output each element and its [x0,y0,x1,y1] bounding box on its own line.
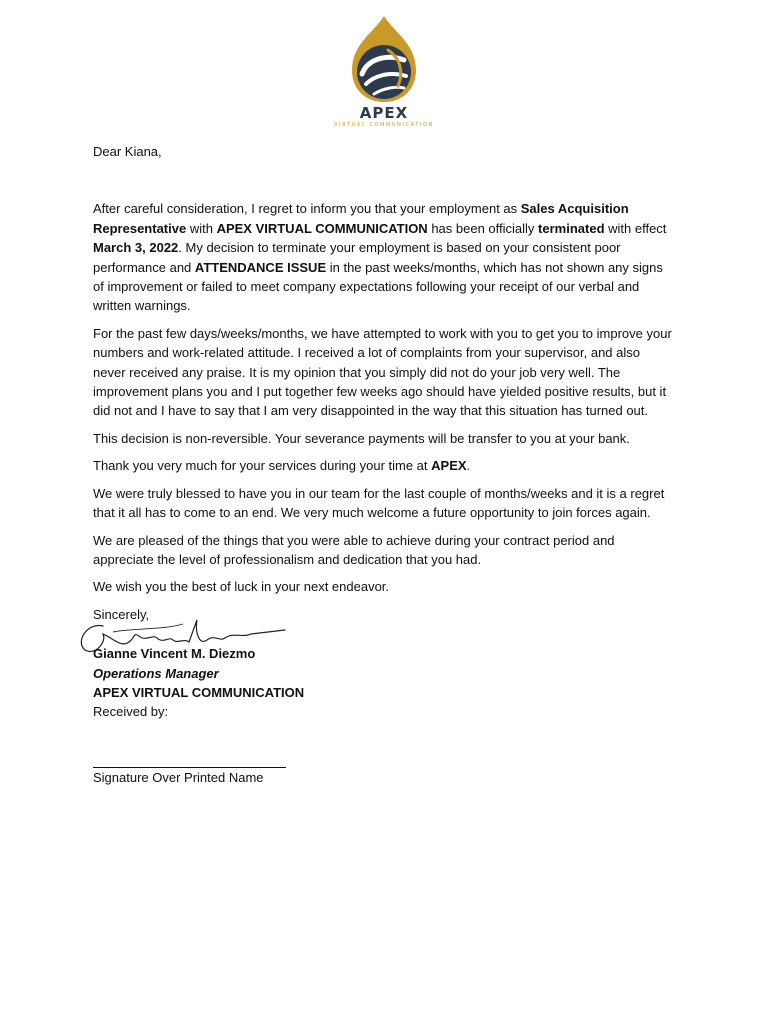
paragraph-severance: This decision is non-reversible. Your severance payments will be transfer to you at your bank. [93,430,630,446]
text-span: . [466,458,471,474]
apex-logo-icon [344,14,424,106]
paragraph-performance: For the past few days/weeks/months, we have attempted to work with you to get you to improve your numbers and work-related attitude. I received a lot of complaints from your supervisor, and also never received any praise. It is my opinion that you simply did not do your job very well. The improvement plans you and I put together few weeks ago should have yielded positive results, but it did not and I have to say that I am very disappointed in the way that this situation has turned out. [93,325,672,419]
text-span: . My decision to terminate your employment is based on your consistent poor performance and [93,240,621,275]
logo-tagline: VIRTUAL COMMUNICATION [334,122,434,128]
received-by-label: Received by: [93,704,169,720]
letter-body [93,142,673,795]
paragraph-best-wishes: We wish you the best of luck in your next endeavor. [93,579,390,595]
termination-word: terminated [538,220,605,236]
company-logo [310,14,458,138]
effective-date: March 3, 2022 [93,240,179,256]
reason-text: ATTENDANCE ISSUE [194,259,327,275]
salutation: Dear Kiana, [93,144,162,159]
text-span: Thank you very much for your services during your time at [93,458,432,474]
signature-line [93,730,286,768]
text-span: in the past weeks/months, which has not shown any signs of improvement or failed to meet company expectations following your receipt of our verbal and written warnings. [93,259,663,314]
paragraph-thanks [93,456,673,475]
text-span: After careful consideration, I regret to inform you that your employment as [93,201,521,217]
paragraph-blessed: We were truly blessed to have you in our team for the last couple of months/weeks and it is a regret that it all has to come to an end. We very much welcome a future opportunity to join forces again. [93,485,665,521]
handwritten-signature-icon [73,612,293,662]
company-short-name: APEX [431,458,467,474]
text-span: has been officially [427,220,539,236]
logo-wordmark: APEX [359,104,409,122]
signer-company: APEX VIRTUAL COMMUNICATION [93,684,305,700]
signer-title: Operations Manager [93,665,219,681]
signer-name: Gianne Vincent M. Diezmo [93,646,256,662]
signature-block [93,644,673,702]
signature-caption: Signature Over Printed Name [93,769,264,785]
paragraph-termination [93,199,673,315]
company-name: APEX VIRTUAL COMMUNICATION [216,220,428,236]
paragraph-achievements: We are pleased of the things that you were able to achieve during your contract period and appreciate the level of professionalism and dedication that you had. [93,532,615,567]
closing: Sincerely, [93,606,150,622]
text-span: with [186,220,217,236]
text-span: with effect [604,220,667,236]
position-title: Sales Acquisition Representative [93,201,629,236]
